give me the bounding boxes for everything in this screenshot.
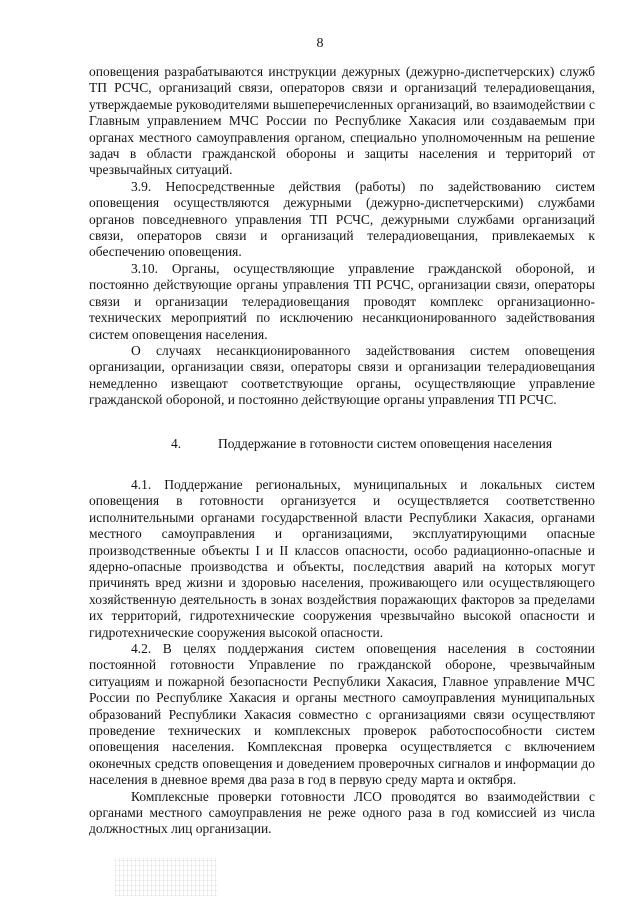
section-title: Поддержание в готовности систем оповещения населения (218, 435, 553, 451)
faded-stamp-mark (115, 858, 217, 896)
paragraph-3-10: 3.10. Органы, осуществляющие управление гражданской обороной, и постоянно действующие органы управления ТП РСЧС, организации связи, операторы связи и организации телерадиовещания проводят комплекс организационно-технических мероприятий по исключению несанкционированного задействования систем оповещения населения. (89, 260, 595, 342)
paragraph-continuation: оповещения разрабатываются инструкции дежурных (дежурно-диспетчерских) служб ТП РСЧС, организаций связи, операторов связи и организаций телерадиовещания, утверждаемые руководителями вышеперечисленных организаций, во взаимодействии с Главным управлением МЧС России по Республике Хакасия или создаваемым при органах местного самоуправления органом, специально уполномоченным на решение задач в области гражданской обороны и защиты населения и территорий от чрезвычайных ситуаций. (89, 64, 595, 178)
page-number: 8 (316, 36, 324, 51)
paragraph-4-2: 4.2. В целях поддержания систем оповещения населения в состоянии постоянной готовности Управление по гражданской обороне, чрезвычайным ситуациям и пожарной безопасности Республики Хакасия, Главное управление МЧС России по Республике Хакасия и органы местного самоуправления муниципальных образований Республики Хакасия совместно с организациями связи осуществляют проведение технических и комплексных проверок работоспособности систем оповещения населения. Комплексная проверка осуществляется с включением оконечных средств оповещения и доведением проверочных сигналов и информации до населения в дневное время два раза в год в первую среду марта и октября. (89, 641, 595, 788)
section-number: 4. (171, 435, 182, 451)
paragraph-unauthorized-cases: О случаях несанкционированного задействования систем оповещения организации, организации связи, операторы связи и организации телерадиовещания немедленно извещают соответствующие органы, осуществляющие управление гражданской обороной, и постоянно действующие органы управления ТП РСЧС. (89, 342, 595, 408)
section-heading (89, 436, 595, 452)
paragraph-3-9: 3.9. Непосредственные действия (работы) по задействованию систем оповещения осуществляются дежурными (дежурно-диспетчерскими) службами органов повседневного управления ТП РСЧС, дежурными службами организаций связи, операторов связи и организаций телерадиовещания, привлекаемых к обеспечению оповещения. (89, 178, 595, 260)
paragraph-complex-checks: Комплексные проверки готовности ЛСО проводятся во взаимодействии с органами местного самоуправления не реже одного раза в год комиссией из числа должностных лиц организации. (89, 788, 595, 837)
document-body (89, 64, 595, 838)
paragraph-4-1: 4.1. Поддержание региональных, муниципальных и локальных систем оповещения в готовности организуется и осуществляется соответственно исполнительными органами государственной власти Республики Хакасия, органами местного самоуправления и организациями, эксплуатирующими опасные производственные объекты I и II классов опасности, особо радиационно-опасные и ядерно-опасные производства и объекты, последствия аварий на которых могут причинять вред жизни и здоровью населения, проживающего или осуществляющего хозяйственную деятельность в зонах воздействия поражающих факторов за пределами их территорий, гидротехнические сооружения чрезвычайно высокой опасности и гидротехнические сооружения высокой опасности. (89, 476, 595, 640)
